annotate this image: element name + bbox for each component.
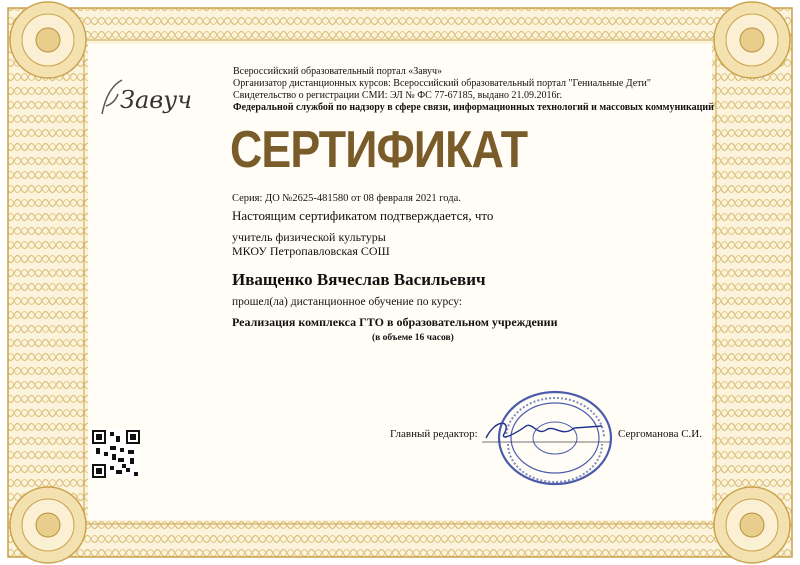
completed-text: прошел(ла) дистанционное обучение по курсу: (232, 296, 463, 308)
supervisor: Федеральной службой по надзору в сфере связи, информационных технологий и массовых коммуникаций (233, 102, 714, 113)
position: учитель физической культуры (232, 230, 386, 244)
rosette-bottom-right (714, 487, 790, 563)
logo-text: Завуч (120, 86, 192, 114)
official-stamp (496, 388, 614, 488)
organizer: Организатор дистанционных курсов: Всероссийский образовательный портал "Гениальные Дети" (233, 78, 651, 89)
rosette-top-left (10, 2, 86, 78)
course-title: Реализация комплекса ГТО в образовательном учреждении (232, 315, 558, 329)
school: МКОУ Петропавловская СОШ (232, 244, 390, 258)
registration: Свидетельство о регистрации СМИ: ЭЛ № ФС 77-67185, выдано 21.09.2016г. (233, 90, 562, 101)
rosette-top-right (714, 2, 790, 78)
rosette-bottom-left (10, 487, 86, 563)
recipient-name: Иващенко Вячеслав Васильевич (232, 270, 486, 289)
course-hours: (в объеме 16 часов) (372, 333, 454, 343)
portal-name: Всероссийский образовательный портал «Завуч» (233, 66, 443, 77)
series-number: Серия: ДО №2625-481580 от 08 февраля 2021 года. (232, 193, 461, 204)
zavuch-logo (92, 74, 192, 124)
certificate-title: СЕРТИФИКАТ (230, 121, 528, 179)
editor-label: Главный редактор: (390, 428, 478, 440)
qr-code (92, 430, 140, 478)
confirmation-text: Настоящим сертификатом подтверждается, что (232, 208, 494, 223)
editor-name: Сергоманова С.И. (618, 428, 702, 440)
